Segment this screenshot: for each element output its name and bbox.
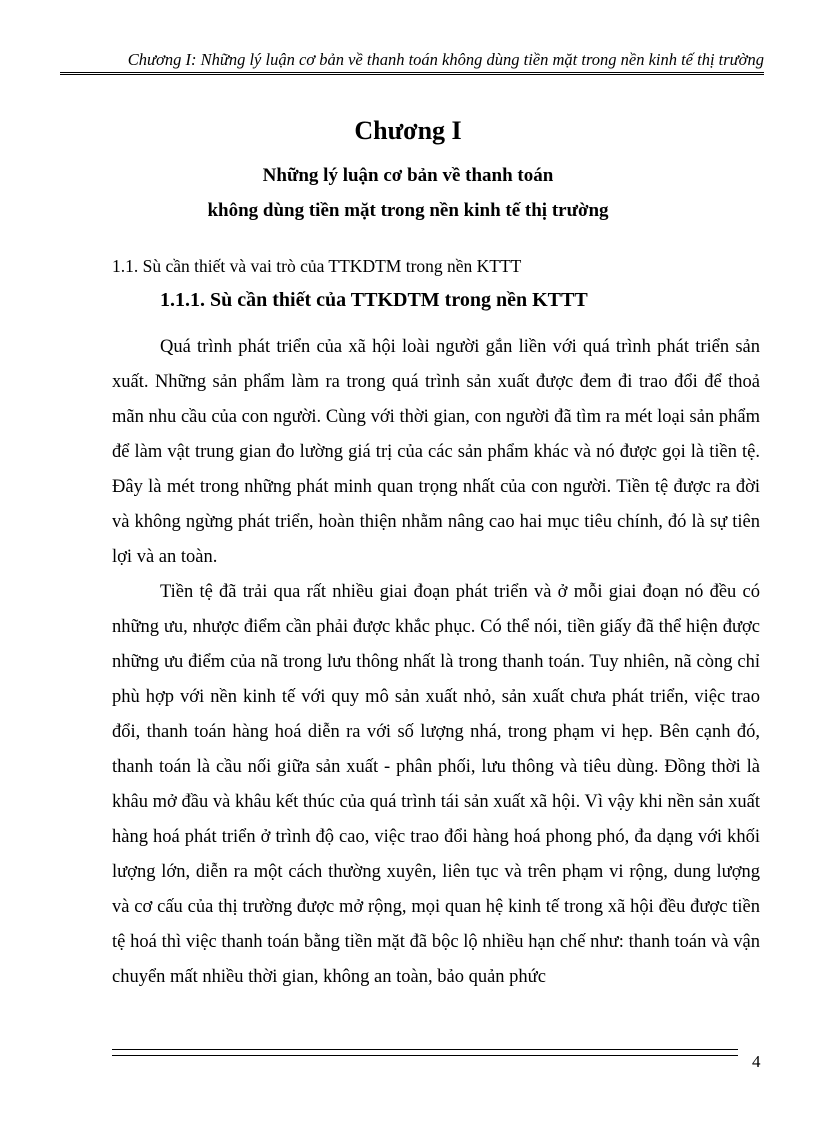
chapter-subtitle-line-1: Những lý luận cơ bản về thanh toán	[262, 165, 554, 186]
running-header: Chương I: Những lý luận cơ bản về thanh toán không dùng tiền mặt trong nền kinh tế thị trường	[60, 50, 764, 75]
body-paragraph-2: Tiền tệ đã trải qua rất nhiều giai đoạn phát triển và ở mỗi giai đoạn nó đều có những ưu, nhược điểm cần phải được khắc phục. Có thể nói, tiền giấy đã thể hiện được những ưu điểm của nã trong lưu thông nhất là trong thanh toán. Tuy nhiên, nã còng chỉ phù hợp với nền kinh tế với quy mô sản xuất nhỏ, sản xuất chưa phát triển, việc trao đổi, thanh toán hàng hoá diễn ra với số lượng nhá, trong phạm vi hẹp. Bên cạnh đó, thanh toán là cầu nối giữa sản xuất - phân phối, lưu thông và tiêu dùng. Đồng thời là khâu mở đầu và khâu kết thúc của quá trình tái sản xuất xã hội. Vì vậy khi nền sản xuất hàng hoá phát triển ở trình độ cao, việc trao đổi hàng hoá phong phó, đa dạng với khối lượng lớn, diễn ra một cách thường xuyên, liên tục và trên phạm vi rộng, dung lượng và cơ cấu của thị trường được mở rộng, mọi quan hệ kinh tế trong xã hội đều được tiền tệ hoá thì việc thanh toán bằng tiền mặt đã bộc lộ nhiều hạn chế như: thanh toán và vận chuyển mất nhiều thời gian, không an toàn, bảo quản phức	[112, 582, 760, 987]
chapter-title: Chương I	[354, 116, 462, 145]
footer-divider	[112, 1049, 738, 1056]
body-paragraph-1: Quá trình phát triển của xã hội loài người gắn liền với quá trình phát triển sản xuất. Những sản phẩm làm ra trong quá trình sản xuất được đem đi trao đổi để thoả mãn nhu cầu của con người. Cùng với thời gian, con người đã tìm ra mét loại sản phẩm để làm vật trung gian đo lường giá trị của các sản phẩm khác và nó được gọi là tiền tệ. Đây là mét trong những phát minh quan trọng nhất của con người. Tiền tệ được ra đời và không ngừng phát triển, hoàn thiện nhằm nâng cao hai mục tiêu chính, đó là sự tiên lợi và an toàn.	[112, 337, 760, 567]
section-heading: 1.1. Sù cần thiết và vai trò của TTKDTM trong nền KTTT	[112, 256, 522, 276]
subsection-heading: 1.1.1. Sù cần thiết của TTKDTM trong nền KTTT	[160, 289, 588, 311]
page-number: 4	[752, 1052, 761, 1071]
chapter-subtitle-line-2: không dùng tiền mặt trong nền kinh tế thị trường	[207, 200, 609, 221]
